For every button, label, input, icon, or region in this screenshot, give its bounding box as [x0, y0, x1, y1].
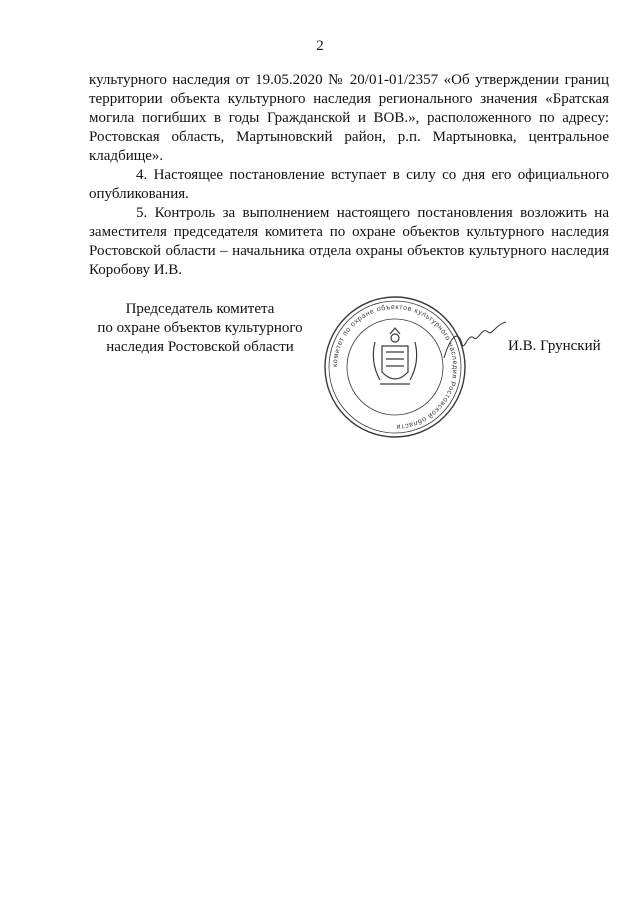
signatory-title: [70, 300, 330, 357]
coat-of-arms-icon: [373, 328, 416, 384]
paragraph-5: 5. Контроль за выполнением настоящего постановления возложить на заместителя председателя комитета по охране объектов культурного наследия Ростовской области – начальника отдела охраны объектов культурного наследия Коробову И.В.: [89, 205, 609, 278]
signatory-name: И.В. Грунский: [508, 338, 601, 354]
signatory-title-line-1: Председатель комитета: [125, 301, 275, 317]
page-number: 2: [316, 38, 324, 54]
handwritten-signature: [440, 318, 510, 368]
document-body: [89, 71, 609, 280]
paragraph-4: 4. Настоящее постановление вступает в силу со дня его официального опубликования.: [89, 167, 609, 202]
signatory-title-line-2: по охране объектов культурного: [97, 320, 303, 336]
signatory-title-line-3: наследия Ростовской области: [106, 339, 294, 355]
paragraph-continuation: культурного наследия от 19.05.2020 № 20/01-01/2357 «Об утверждении границ территории объекта культурного наследия регионального значения «Братская могила погибших в годы Гражданской и ВОВ.», расположенного по адресу: Ростовская область, Мартыновский район, р.п. Мартыновка, центральное кладбище».: [89, 72, 609, 164]
seal-text: комитет по охране объектов культурного наследия Ростовской области: [331, 303, 459, 431]
